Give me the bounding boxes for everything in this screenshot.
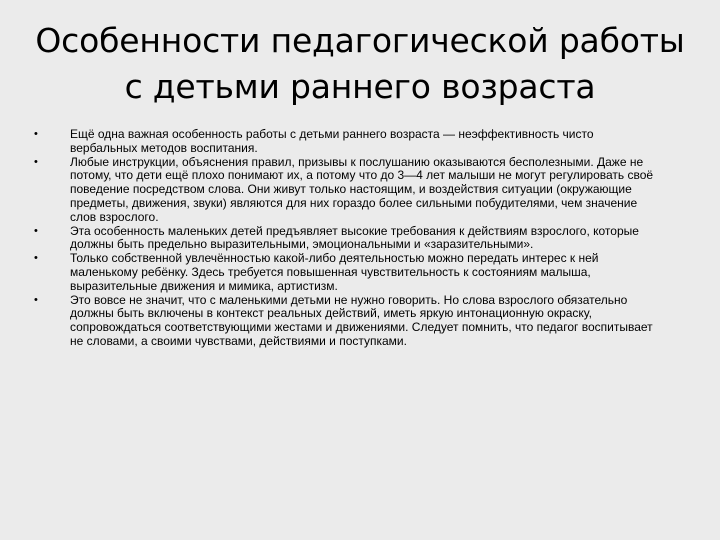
bullet-dot-icon: •: [34, 224, 38, 237]
bullet-item: [34, 128, 664, 156]
bullet-item: [34, 294, 664, 349]
bullet-dot-icon: •: [34, 155, 38, 168]
bullet-text: Ещё одна важная особенность работы с детьми раннего возраста — неэффективность чисто вербальных методов воспитания.: [70, 127, 594, 155]
bullet-item: [34, 156, 664, 225]
bullet-dot-icon: •: [34, 128, 38, 140]
bullet-text: Это вовсе не значит, что с маленькими детьми не нужно говорить. Но слова взрослого обязательно должны быть включены в контекст реальных действий, иметь яркую интонационную окраску, сопровождаться соответствующими жестами и движениями. Следует помнить, что педагог воспитывает не словами, а своими чувствами, действиями и поступками.: [70, 292, 653, 348]
bullet-item: [34, 252, 664, 293]
slide-title-line-1: Особенности педагогической работы: [35, 21, 685, 60]
bullet-list: [34, 128, 664, 349]
bullet-dot-icon: •: [34, 293, 38, 306]
bullet-text: Только собственной увлечённостью какой-либо деятельностью можно передать интерес к ней маленькому ребёнку. Здесь требуется повышенная чувствительность к состояниям малыша, выразительные движения и мимика, артистизм.: [70, 251, 599, 293]
bullet-text: Любые инструкции, объяснения правил, призывы к послушанию оказываются бесполезными. Даже не потому, что дети ещё плохо понимают их, а потому что до 3—4 лет малыши не могут регулировать своё поведение посредством слова. Они живут только настоящим, и воздействия ситуации (окружающие предметы, движения, звуки) являются для них гораздо более сильными побудителями, чем значение слов взрослого.: [70, 154, 654, 224]
bullet-item: [34, 225, 664, 253]
bullet-text: Эта особенность маленьких детей предъявляет высокие требования к действиям взрослого, которые должны быть предельно выразительными, эмоциональными и «заразительными».: [70, 223, 639, 252]
slide-title: [0, 18, 720, 110]
slide-title-line-2: с детьми раннего возраста: [124, 67, 596, 106]
bullet-dot-icon: •: [34, 252, 38, 265]
